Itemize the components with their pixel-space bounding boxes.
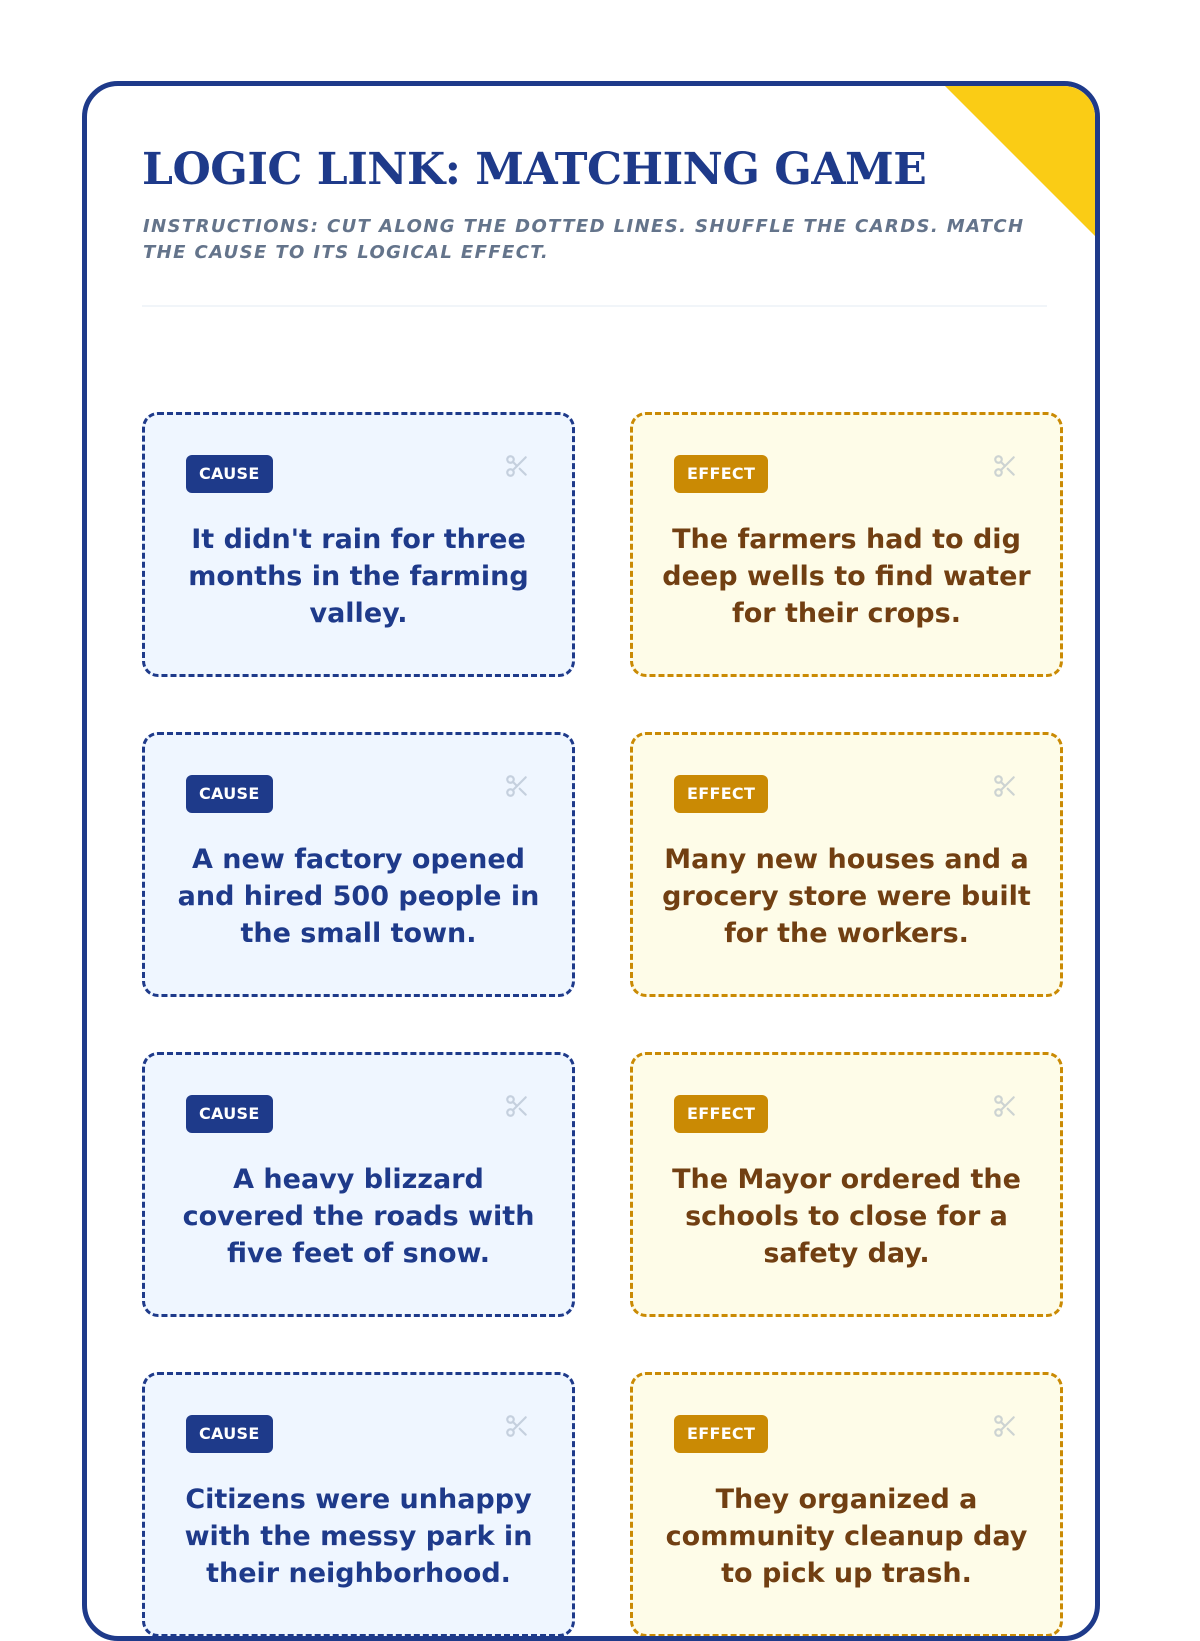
- cause-text: A new factory opened and hired 500 people in the small town.: [177, 844, 540, 949]
- page-title: LOGIC LINK: MATCHING GAME: [142, 144, 927, 195]
- scissors-icon: [504, 453, 530, 479]
- effect-card-4[interactable]: [630, 1372, 1063, 1637]
- cause-card-4[interactable]: [142, 1372, 575, 1637]
- effect-text: The farmers had to dig deep wells to find water for their crops.: [662, 524, 1031, 629]
- cause-badge: CAUSE: [186, 775, 273, 813]
- effect-card-3[interactable]: [630, 1052, 1063, 1317]
- scissors-icon: [504, 773, 530, 799]
- effect-badge: EFFECT: [674, 1095, 768, 1133]
- cause-badge: CAUSE: [186, 1415, 273, 1453]
- cause-text: Citizens were unhappy with the messy park in their neighborhood.: [184, 1484, 533, 1589]
- scissors-icon: [992, 453, 1018, 479]
- effect-text: They organized a community cleanup day to pick up trash.: [665, 1484, 1028, 1589]
- effect-badge: EFFECT: [674, 455, 768, 493]
- cause-card-1[interactable]: [142, 412, 575, 677]
- cause-badge: CAUSE: [186, 1095, 273, 1133]
- scissors-icon: [992, 1413, 1018, 1439]
- cause-text: A heavy blizzard covered the roads with five feet of snow.: [182, 1164, 535, 1269]
- cause-text: It didn't rain for three months in the farming valley.: [188, 524, 529, 629]
- cause-card-3[interactable]: [142, 1052, 575, 1317]
- scissors-icon: [992, 1093, 1018, 1119]
- effect-badge: EFFECT: [674, 775, 768, 813]
- cause-badge: CAUSE: [186, 455, 273, 493]
- header-divider: [142, 305, 1047, 307]
- instructions-text: INSTRUCTIONS: CUT ALONG THE DOTTED LINES. SHUFFLE THE CARDS. MATCH THE CAUSE TO ITS LOGICAL EFFECT.: [143, 216, 1025, 263]
- effect-card-1[interactable]: [630, 412, 1063, 677]
- scissors-icon: [504, 1413, 530, 1439]
- cause-card-2[interactable]: [142, 732, 575, 997]
- effect-text: Many new houses and a grocery store were built for the workers.: [662, 844, 1031, 949]
- scissors-icon: [992, 773, 1018, 799]
- effect-text: The Mayor ordered the schools to close for a safety day.: [672, 1164, 1021, 1269]
- effect-card-2[interactable]: [630, 732, 1063, 997]
- worksheet: [82, 81, 1100, 1641]
- effect-badge: EFFECT: [674, 1415, 768, 1453]
- scissors-icon: [504, 1093, 530, 1119]
